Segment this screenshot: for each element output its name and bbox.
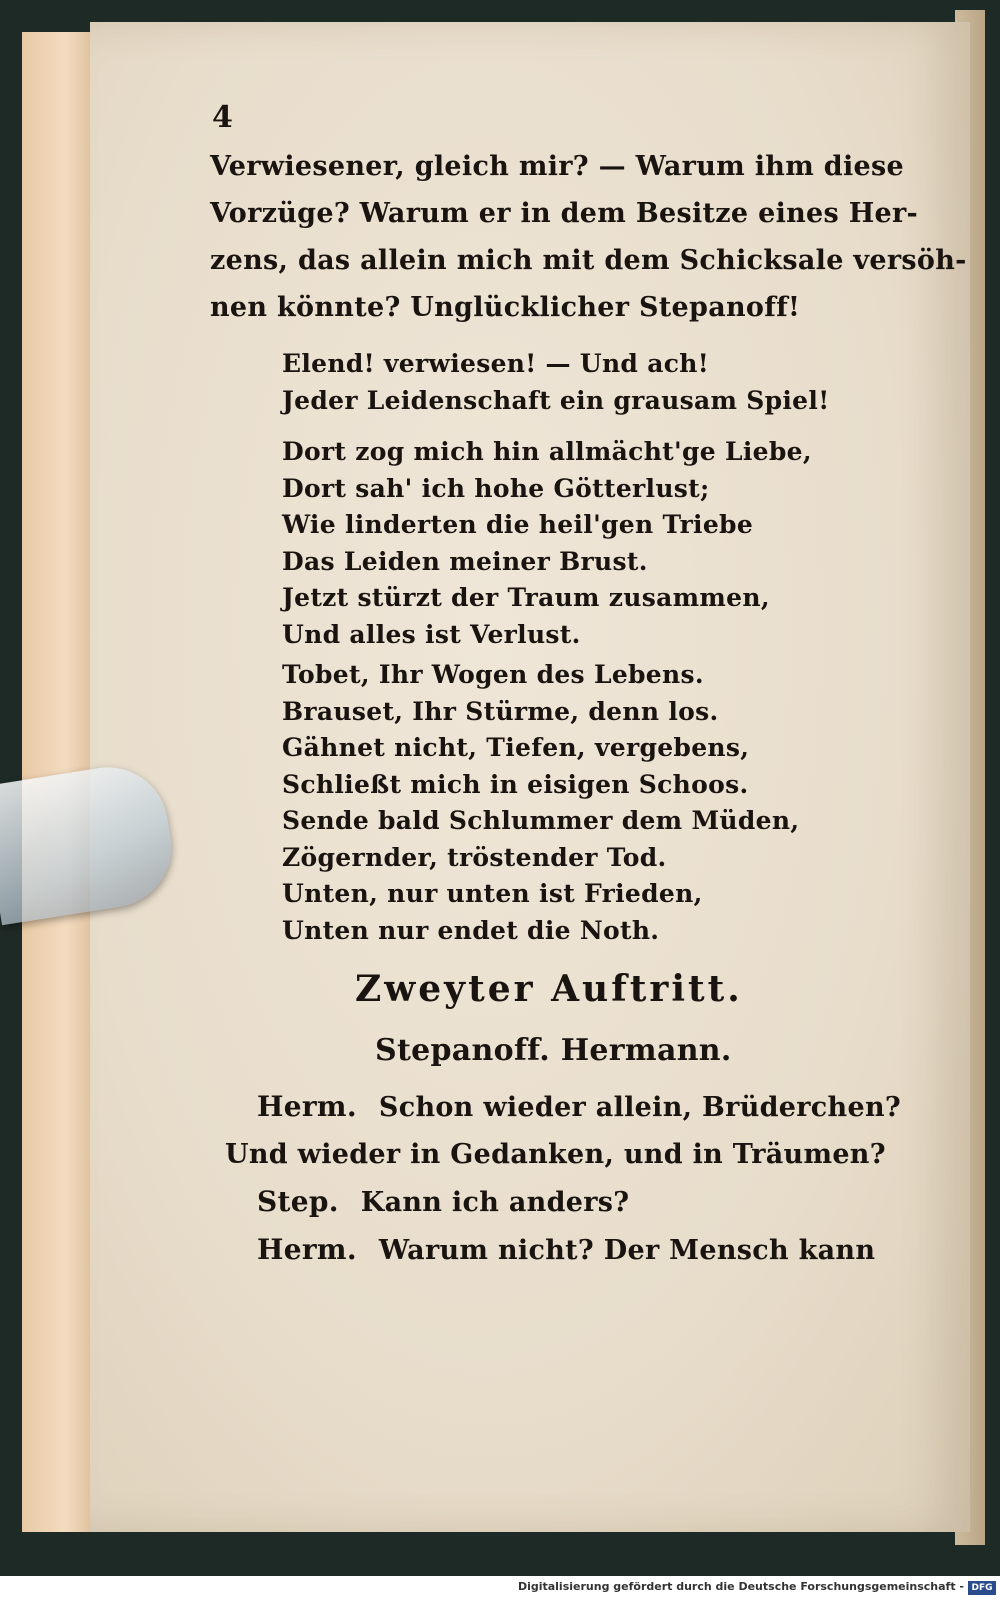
verse-stanza-3	[282, 657, 799, 949]
page-number: 4	[212, 100, 234, 135]
speaker-name: Herm.	[257, 1090, 357, 1123]
speech-text: Warum nicht? Der Mensch kann	[378, 1235, 876, 1266]
verse-line: Brauset, Ihr Stürme, denn los.	[282, 696, 719, 726]
verse-line: Sende bald Schlummer dem Müden,	[282, 806, 800, 835]
verse-line: Tobet, Ihr Wogen des Lebens.	[282, 660, 704, 689]
dialogue-line	[225, 1131, 901, 1178]
speaker-name: Step.	[257, 1185, 339, 1218]
verse-line: Jeder Leidenschaft ein grausam Spiel!	[282, 385, 830, 415]
scene-heading: Zweyter Auftritt.	[355, 968, 743, 1010]
funding-credit: Digitalisierung gefördert durch die Deutsche Forschungsgemeinschaft -	[517, 1580, 964, 1593]
prose-paragraph	[210, 143, 967, 331]
verse-line: Dort sah' ich hohe Götterlust;	[282, 473, 710, 503]
verse-line: Unten, nur unten ist Frieden,	[282, 879, 703, 908]
speech-text: Kann ich anders?	[360, 1187, 630, 1218]
verse-stanza-2	[282, 434, 812, 653]
prose-line: zens, das allein mich mit dem Schicksale versöh-	[210, 245, 967, 276]
dialogue	[225, 1083, 901, 1274]
verse-line: Dort zog mich hin allmächt'ge Liebe,	[282, 437, 812, 466]
verse-line: Gähnet nicht, Tiefen, vergebens,	[282, 733, 750, 762]
verse-line: Elend! verwiesen! — Und ach!	[282, 349, 709, 378]
dialogue-line	[225, 1178, 901, 1226]
prose-line: Vorzüge? Warum er in dem Besitze eines Her-	[210, 198, 919, 229]
speech-text: Und wieder in Gedanken, und in Träumen?	[225, 1139, 886, 1170]
verse-line: Und alles ist Verlust.	[282, 619, 581, 649]
dialogue-line	[225, 1226, 901, 1274]
verse-line: Unten nur endet die Noth.	[282, 915, 660, 945]
prose-line: Verwiesener, gleich mir? — Warum ihm diese	[210, 151, 904, 182]
dialogue-line	[225, 1083, 901, 1131]
footer-bar	[0, 1576, 1000, 1602]
verse-line: Wie linderten die heil'gen Triebe	[282, 510, 754, 539]
verse-line: Jetzt stürzt der Traum zusammen,	[282, 583, 770, 612]
dfg-logo-icon: DFG	[968, 1581, 996, 1595]
character-list: Stepanoff. Hermann.	[375, 1033, 732, 1068]
verse-stanza-1	[282, 346, 829, 419]
prose-line: nen könnte? Unglücklicher Stepanoff!	[210, 292, 801, 323]
verse-line: Schließt mich in eisigen Schoos.	[282, 769, 749, 799]
verse-line: Zögernder, tröstender Tod.	[282, 842, 667, 872]
speaker-name: Herm.	[257, 1233, 357, 1266]
verse-line: Das Leiden meiner Brust.	[282, 546, 648, 576]
speech-text: Schon wieder allein, Brüderchen?	[378, 1092, 902, 1123]
